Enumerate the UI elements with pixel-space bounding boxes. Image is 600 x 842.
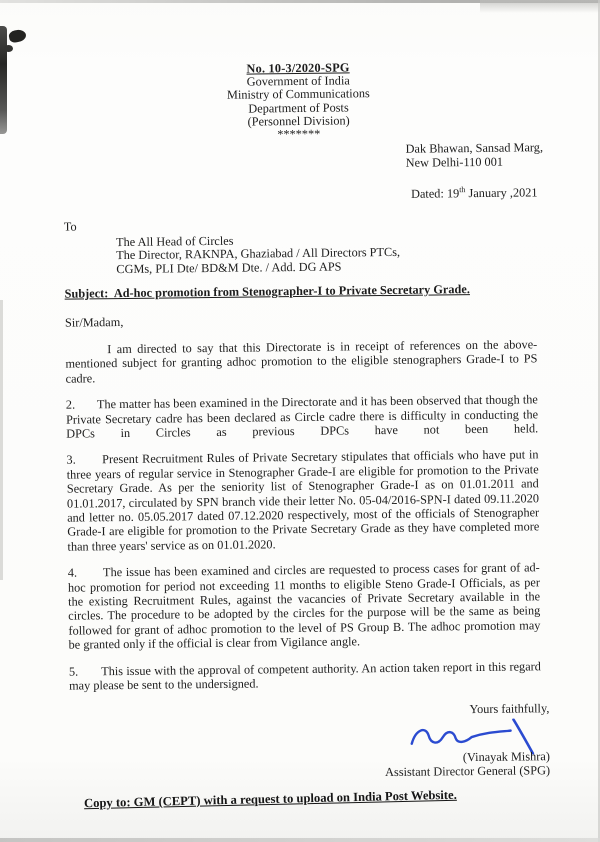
paragraph-2: 2. The matter has been examined in the Directorate and it has been observed that though the Private Secretary cadre has been declared as Circle cadre there is difficulty in conducting the DPCs in Circles as previous DPCs have not been held. xyxy=(65,392,539,441)
org-line-ministry: Ministry of Communications xyxy=(226,86,370,103)
closing-salutation: Yours faithfully, xyxy=(469,701,550,717)
scan-edge-top xyxy=(0,0,600,3)
org-line-department: Department of Posts xyxy=(248,100,349,116)
recipient-line-1: The All Head of Circles xyxy=(115,233,234,249)
signatory-title: Assistant Director General (SPG) xyxy=(385,763,551,780)
scan-ink-blob-small xyxy=(4,45,13,52)
recipient-line-3: CGMs, PLI Dte/ BD&M Dte. / Add. DG APS xyxy=(116,259,342,277)
sender-address xyxy=(406,141,544,170)
paragraph-1: I am directed to say that this Directorate is in receipt of references on the above-mentioned subject for granting adhoc promotion to the eligible stenographers Grade-I to PS cadre. xyxy=(65,337,538,386)
address-line-2: New Delhi-110 001 xyxy=(405,154,504,170)
salutation: Sir/Madam, xyxy=(64,315,124,331)
address-line-1: Dak Bhawan, Sansad Marg, xyxy=(405,140,544,157)
scan-shade-top-right xyxy=(480,0,600,13)
subject-line: Subject: Ad-hoc promotion from Stenographer-I to Private Secretary Grade. xyxy=(64,281,470,301)
org-line-division: (Personnel Division) xyxy=(247,113,350,129)
letter-content xyxy=(62,59,551,783)
scan-ink-blob xyxy=(8,28,27,43)
letter-date xyxy=(411,185,538,202)
scan-smudge-left xyxy=(0,26,7,134)
copy-to-line: Copy to: GM (CEPT) with a request to upload on India Post Website. xyxy=(83,787,457,811)
signature-stroke-main xyxy=(412,729,511,744)
letter-head xyxy=(62,59,535,144)
paragraph-3: 3. Present Recruitment Rules of Private Secretary stipulates that officials who have put in three years of regular service in Stenographer Grade-I are eligible for promotion to the Private Secretary Grade. As per the seniority list of Stenographer Grade-I as on 01.01.2011 and 01.01.2017, circulated by SPN branch vide their letter No. 05-04/2016-SPN-I dated 09.11.2020 and letter no. 05.05.2017 dated 07.12.2020 respectively, most of the officials of Stenographer Grade-I are eligible for promotion to the Private Secretary Grade as they have completed more than three years' service as on 01.01.2020. xyxy=(66,447,540,554)
to-label: To xyxy=(63,219,77,234)
paragraph-4: 4. The issue has been examined and circles are requested to process cases for grant of ad-hoc promotion for period not exceeding 11 months to eligible Steno Grade-I Officials, as per the existing Recruitment Rules, against the vacancies of Private Secretary available in the circles. The procedure to be adopted by the circles for the purpose will be the same as being followed for grant of adhoc promotion to the level of PS Group B. The adhoc promotion may be granted only if the official is clear from Vigilance angle. xyxy=(67,560,541,652)
date-text: Dated: 19 xyxy=(410,186,460,202)
reference-number: No. 10-3/2020-SPG xyxy=(246,60,350,76)
closing-block xyxy=(69,702,550,783)
recipient-list xyxy=(116,231,536,277)
paragraph-5: 5. This issue with the approval of competent authority. An action taken report in this regard may please be sent to the undersigned. xyxy=(68,658,541,693)
recipient-line-2: The Director, RAKNPA, Ghaziabad / All Directors PTCs, xyxy=(116,245,401,263)
asterisk-divider: ******* xyxy=(277,126,321,142)
date-ordinal-suffix: th xyxy=(459,185,466,195)
signatory-name: (Vinayak Mishra) xyxy=(462,749,550,765)
date-rest: January ,2021 xyxy=(465,185,538,201)
scan-edge-left-lower xyxy=(0,300,3,580)
scan-edge-bottom xyxy=(0,838,600,842)
org-line-government: Government of India xyxy=(246,73,350,89)
